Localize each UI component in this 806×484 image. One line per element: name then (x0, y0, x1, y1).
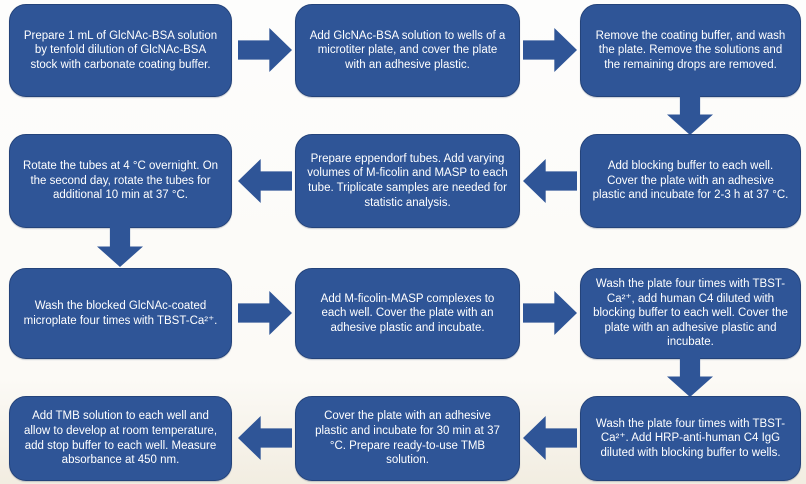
flow-step-10-text: Wash the plate four times with TBST-Ca²⁺. Add HRP-anti-human C4 IgG diluted with blocking buffer to wells. (595, 417, 786, 459)
arrow-right-icon (238, 28, 292, 72)
flow-step-11 (295, 396, 520, 481)
arrow-down-icon (667, 94, 713, 135)
arrow-right-icon (523, 28, 577, 72)
arrow-right-icon (523, 291, 577, 335)
flow-step-4 (580, 134, 801, 228)
flow-step-1-text: Prepare 1 mL of GlcNAc-BSA solution by tenfold dilution of GlcNAc-BSA stock with carbonate coating buffer. (23, 29, 218, 71)
flow-step-8 (295, 268, 520, 359)
flow-step-2 (295, 4, 520, 97)
arrow-down-icon (667, 356, 713, 397)
arrow-left-icon (523, 159, 577, 203)
flow-step-9 (580, 268, 801, 359)
flow-step-5 (295, 134, 520, 228)
flow-step-1 (9, 4, 232, 97)
arrow-right-icon (238, 291, 292, 335)
flow-step-12-text: Add TMB solution to each well and allow to develop at room temperature, add stop buffer to each well. Measure absorbance at 450 nm. (23, 410, 218, 467)
flow-step-9-text: Wash the plate four times with TBST-Ca²⁺, add human C4 diluted with blocking buffer to each well. Cover the plate with an adhesive plastic and incubate. (593, 278, 788, 349)
flow-step-7-text: Wash the blocked GlcNAc-coated microplate four times with TBST-Ca²⁺. (23, 299, 218, 327)
arrow-left-icon (238, 159, 292, 203)
flow-step-3 (580, 4, 801, 97)
arrow-down-icon (97, 226, 143, 267)
flow-step-2-text: Add GlcNAc-BSA solution to wells of a microtiter plate, and cover the plate with an adhesive plastic. (309, 29, 506, 71)
flow-step-10 (580, 396, 801, 481)
flow-step-12 (9, 396, 232, 481)
flow-step-6-text: Rotate the tubes at 4 °C overnight. On the second day, rotate the tubes for additional 10 min at 37 °C. (22, 160, 219, 202)
flow-step-4-text: Add blocking buffer to each well. Cover the plate with an adhesive plastic and incubate for 2-3 h at 37 °C. (592, 160, 789, 202)
flow-step-11-text: Cover the plate with an adhesive plastic and incubate for 30 min at 37 °C. Prepare ready-to-use TMB solution. (315, 410, 500, 467)
arrow-left-icon (523, 416, 577, 460)
flow-step-3-text: Remove the coating buffer, and wash the plate. Remove the solutions and the remaining drops are removed. (595, 29, 786, 71)
flow-step-8-text: Add M-ficolin-MASP complexes to each well. Cover the plate with an adhesive plastic and incubate. (320, 292, 495, 334)
flow-step-6 (9, 134, 232, 228)
arrow-left-icon (238, 416, 292, 460)
flow-step-5-text: Prepare eppendorf tubes. Add varying volumes of M-ficolin and MASP to each tube. Triplicate samples are needed for statistic analysis. (307, 152, 508, 209)
flow-step-7 (9, 268, 232, 359)
